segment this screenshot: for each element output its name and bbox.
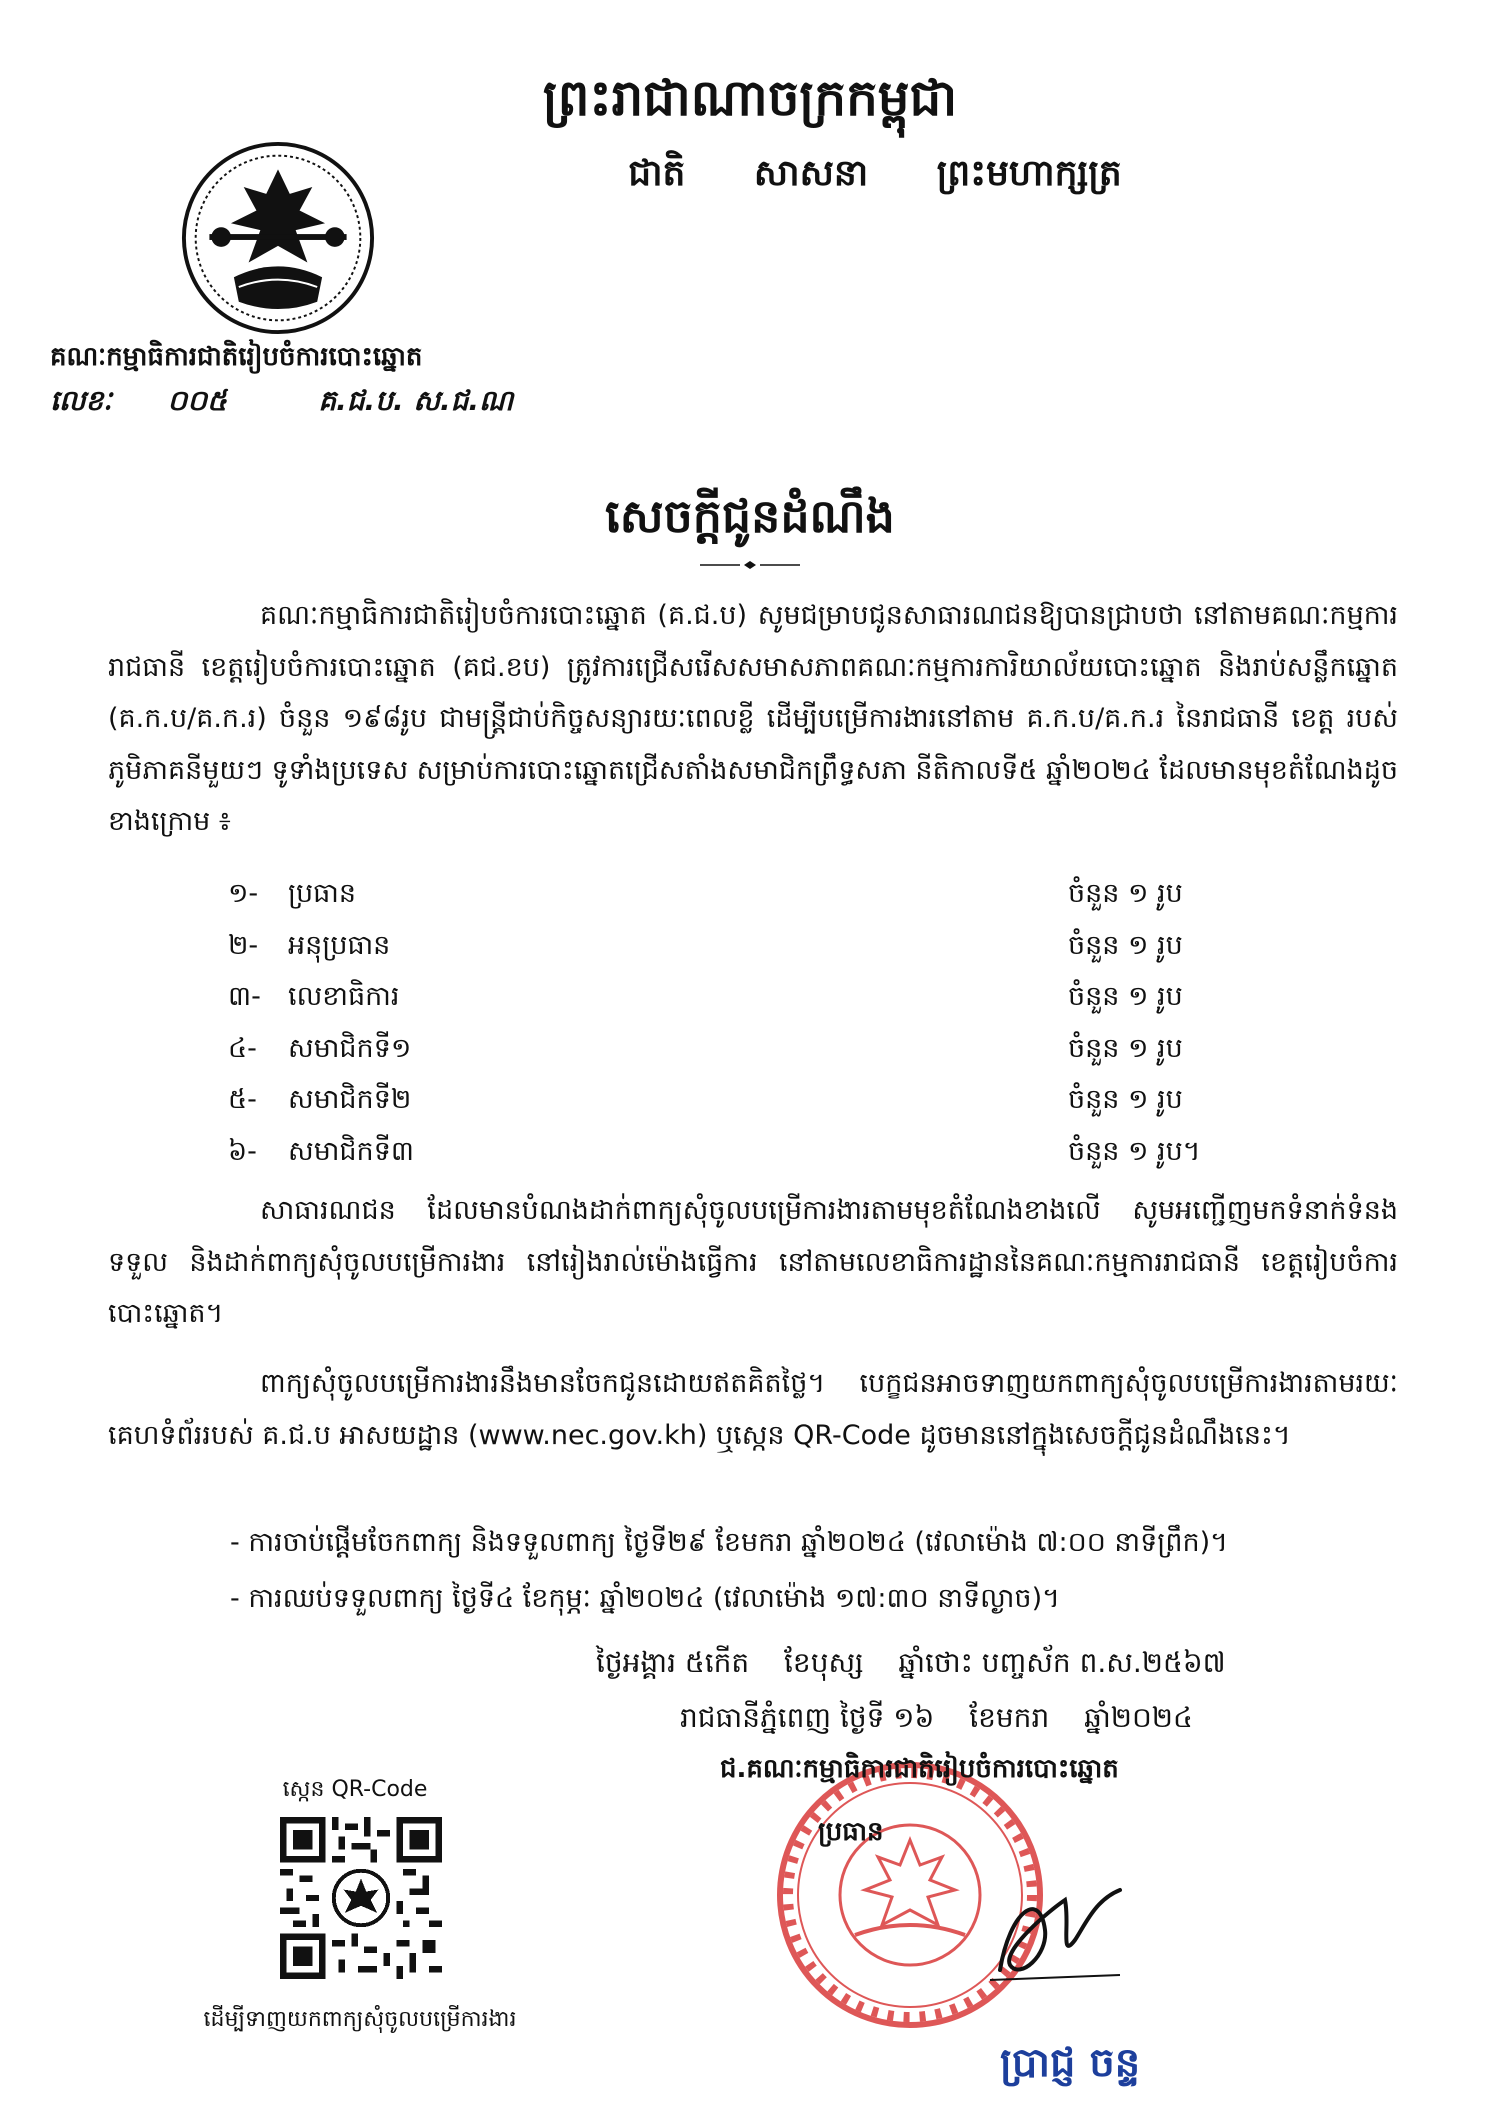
qr-label: ស្កេន QR-Code — [282, 1777, 428, 1802]
position-title: លេខាធិការ — [288, 981, 400, 1012]
position-count: ចំនួន ១ រូប — [1068, 878, 1183, 909]
list-item — [228, 868, 1228, 920]
position-title: សមាជិកទី២ — [288, 1084, 412, 1115]
solar-day: រាជធានីភ្នំពេញ ថ្ងៃទី ១៦ — [680, 1701, 935, 1734]
motto-king: ព្រះមហាក្សត្រ — [936, 152, 1122, 194]
handwritten-signature-icon — [980, 1870, 1130, 1990]
motto-nation: ជាតិ — [628, 152, 686, 194]
list-item — [228, 1074, 1228, 1126]
download-paragraph: ពាក្យសុំចូលបម្រើការងារនឹងមានចែកជូនដោយឥតគិតថ្លៃ។ បេក្ខជនអាចទាញយកពាក្យសុំចូលបម្រើការងារតាមរយៈគេហទំព័ររបស់ គ.ជ.ប អាសយដ្ឋាន (www.nec.gov.kh) ឬស្កេន QR-Code ដូចមាននៅក្នុងសេចក្តីជូនដំណឹងនេះ។ — [108, 1368, 1398, 1451]
ref-code: គ.ជ.ប. ស.ជ.ណ — [318, 384, 514, 417]
list-item — [228, 971, 1228, 1023]
signer-name: ប្រាជ្ញ ចន្ទ — [1000, 2039, 1141, 2086]
kingdom-heading: ព្រះរាជាណាចក្រកម្ពុជា — [542, 68, 958, 127]
position-number: ២- — [228, 929, 259, 961]
application-paragraph: សាធារណជន ដែលមានបំណងដាក់ពាក្យសុំចូលបម្រើការងារតាមមុខតំណែងខាងលើ សូមអញ្ជើញមកទំនាក់ទំនងទទួល និងដាក់ពាក្យសុំចូលបម្រើការងារ នៅរៀងរាល់ម៉ោងធ្វើការ នៅតាមលេខាធិការដ្ឋាននៃគណៈកម្មការរាជធានី ខេត្តរៀបចំការបោះឆ្នោត។ — [108, 1195, 1398, 1329]
ref-label: លេខៈ — [50, 384, 112, 417]
document-title: សេចក្តីជូនដំណឹង — [605, 489, 895, 543]
position-count: ចំនួន ១ រូប — [1068, 1032, 1183, 1064]
position-title: សមាជិកទី៣ — [288, 1135, 414, 1167]
position-count: ចំនួន ១ រូប — [1068, 929, 1183, 961]
nec-emblem-icon — [180, 140, 376, 336]
positions-list — [228, 868, 1228, 1177]
motto-religion: សាសនា — [753, 152, 869, 194]
position-title: សមាជិកទី១ — [288, 1032, 412, 1064]
solar-year: ឆ្នាំ២០២៤ — [1084, 1701, 1193, 1734]
lunar-year: ឆ្នាំថោះ បញ្ចស័ក ព.ស.២៥៦៧ — [898, 1646, 1226, 1679]
lunar-date — [596, 1645, 1252, 1686]
sender-organization: គណៈកម្មាធិការជាតិរៀបចំការបោះឆ្នោត — [50, 342, 423, 372]
lunar-day: ថ្ងៃអង្គារ ៥កើត — [596, 1646, 750, 1679]
position-number: ៣- — [228, 981, 261, 1012]
position-number: ៦- — [228, 1135, 257, 1167]
ref-number: ០០៥ — [167, 384, 227, 417]
position-number: ១- — [228, 878, 259, 909]
schedule-end: - ការឈប់ទទួលពាក្យ ថ្ងៃទី៤ ខែកុម្ភៈ ឆ្នាំ២០២៤ (វេលាម៉ោង ១៧:៣០ នាទីល្ងាច)។ — [230, 1583, 1060, 1614]
position-title: អនុប្រធាន — [288, 929, 391, 961]
signing-organization: ជ.គណៈកម្មាធិការជាតិរៀបចំការបោះឆ្នោត — [720, 1754, 1119, 1784]
position-count: ចំនួន ១ រូប។ — [1068, 1135, 1201, 1167]
solar-month: ខែមករា — [969, 1701, 1050, 1734]
position-count: ចំនួន ១ រូប — [1068, 981, 1183, 1012]
schedule-start: - ការចាប់ផ្តើមចែកពាក្យ និងទទួលពាក្យ ថ្ងៃទី២៩ ខែមករា ឆ្នាំ២០២៤ (វេលាម៉ោង ៧:០០ នាទីព្រឹក)។ — [230, 1527, 1228, 1558]
lunar-month: ខែបុស្ស — [784, 1646, 864, 1679]
signer-position: ប្រធាន — [818, 1817, 884, 1847]
list-item — [228, 1023, 1228, 1075]
reference-line — [50, 383, 513, 424]
intro-paragraph: គណៈកម្មាធិការជាតិរៀបចំការបោះឆ្នោត (គ.ជ.ប) សូមជម្រាបជូនសាធារណជនឱ្យបានជ្រាបថា នៅតាមគណៈកម្មការរាជធានី ខេត្តរៀបចំការបោះឆ្នោត (គជ.ខប) ត្រូវការជ្រើសរើសសមាសភាពគណៈកម្មការការិយាល័យបោះឆ្នោត និងរាប់សន្លឹកឆ្នោត (គ.ក.ប/គ.ក.រ) ចំនួន ១៩៨រូប ជាមន្ត្រីជាប់កិច្ចសន្យារយៈពេលខ្លី ដើម្បីបម្រើការងារនៅតាម គ.ក.ប/គ.ក.រ នៃរាជធានី ខេត្ត របស់ភូមិភាគនីមួយៗ ទូទាំងប្រទេស សម្រាប់ការបោះឆ្នោតជ្រើសតាំងសមាជិកព្រឹទ្ធសភា នីតិកាលទី៥ ឆ្នាំ២០២៤ ដែលមានមុខតំណែងដូចខាងក្រោម ៖ — [108, 600, 1398, 837]
position-title: ប្រធាន — [288, 878, 357, 909]
position-number: ៥- — [228, 1084, 257, 1115]
title-ornament-icon — [700, 560, 800, 570]
position-number: ៤- — [228, 1032, 257, 1064]
list-item — [228, 1126, 1228, 1178]
qr-caption: ដើម្បីទាញយកពាក្យសុំចូលបម្រើការងារ — [203, 2007, 517, 2032]
qr-code-icon[interactable] — [280, 1817, 442, 1979]
schedule-list — [230, 1515, 1400, 1627]
list-item — [228, 920, 1228, 972]
position-count: ចំនួន ១ រូប — [1068, 1084, 1183, 1115]
solar-date — [680, 1700, 1219, 1741]
